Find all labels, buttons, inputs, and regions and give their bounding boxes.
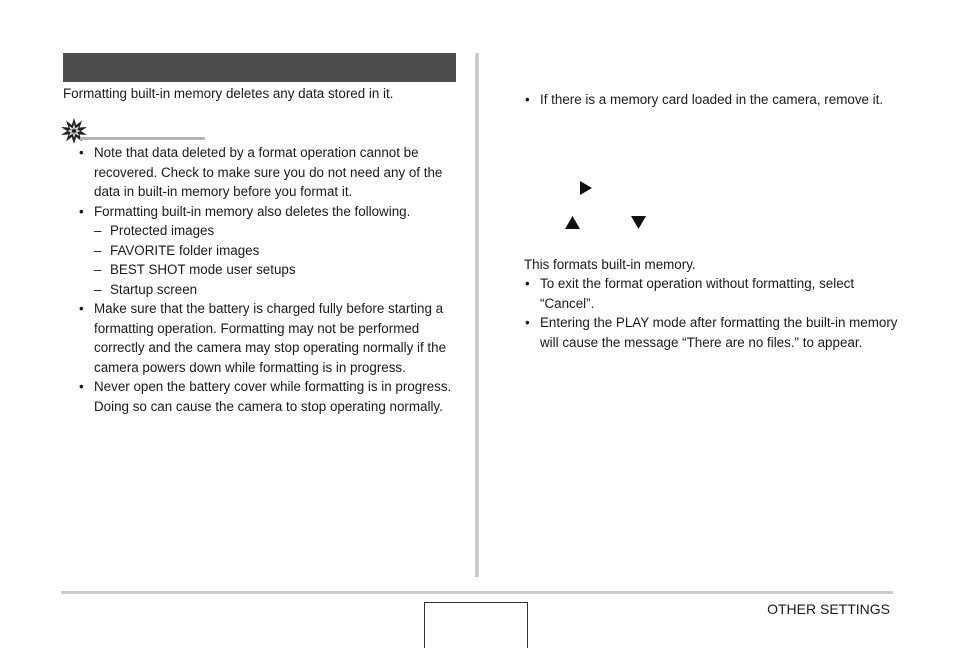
notes-list bbox=[63, 143, 458, 416]
up-triangle-icon bbox=[565, 216, 580, 229]
right-triangle-icon bbox=[580, 181, 592, 195]
note-text: To exit the format operation without formatting, select “Cancel”. bbox=[540, 276, 855, 311]
list-item bbox=[63, 377, 458, 416]
bullet: • bbox=[525, 315, 530, 330]
list-item bbox=[63, 299, 458, 377]
precondition-list bbox=[509, 90, 904, 110]
list-item bbox=[509, 313, 904, 352]
column-divider bbox=[475, 53, 479, 577]
subitem-text: FAVORITE folder images bbox=[110, 242, 260, 258]
bullet: • bbox=[525, 276, 530, 291]
result-notes bbox=[509, 274, 904, 352]
list-item bbox=[509, 274, 904, 313]
down-triangle-icon bbox=[631, 216, 646, 229]
list-item bbox=[63, 143, 458, 202]
footer-section-name: OTHER SETTINGS bbox=[767, 601, 890, 617]
list-item bbox=[94, 260, 458, 280]
note-text: Note that data deleted by a format operation cannot be recovered. Check to make sure you do not need any of the data in built-in memory before you format it. bbox=[94, 145, 443, 199]
important-rule bbox=[80, 137, 205, 140]
result-text: This formats built-in memory. bbox=[524, 257, 696, 272]
bullet: • bbox=[79, 301, 84, 316]
dash: – bbox=[94, 242, 102, 258]
note-text: Never open the battery cover while formatting is in progress. Doing so can cause the camera to stop operating normally. bbox=[94, 379, 452, 414]
precondition-note bbox=[509, 90, 904, 110]
note-text: Formatting built-in memory also deletes the following. bbox=[94, 203, 411, 219]
dash: – bbox=[94, 223, 102, 238]
list-item bbox=[63, 202, 458, 300]
bullet: • bbox=[525, 92, 530, 107]
list-item bbox=[94, 221, 458, 241]
important-notes bbox=[63, 143, 458, 416]
bullet: • bbox=[79, 379, 84, 394]
burst-icon bbox=[60, 118, 88, 144]
footer-rule bbox=[61, 591, 893, 594]
note-text: Make sure that the battery is charged fully before starting a formatting operation. Formatting may not be performed correctly and the camera may stop operating normally if the camera powers down while formatting is in progress. bbox=[94, 301, 447, 375]
deleted-items-list bbox=[94, 221, 458, 299]
subitem-text: Protected images bbox=[110, 223, 215, 238]
subitem-text: BEST SHOT mode user setups bbox=[110, 262, 296, 277]
dash: – bbox=[94, 262, 102, 277]
list-item bbox=[94, 280, 458, 300]
bullet: • bbox=[79, 145, 84, 160]
bullet: • bbox=[79, 203, 84, 219]
important-heading bbox=[60, 118, 210, 144]
subitem-text: Startup screen bbox=[110, 281, 198, 297]
intro-text: Formatting built-in memory deletes any data stored in it. bbox=[63, 86, 394, 101]
note-text: If there is a memory card loaded in the camera, remove it. bbox=[540, 92, 884, 107]
result-notes-list bbox=[509, 274, 904, 352]
list-item bbox=[94, 241, 458, 261]
list-item bbox=[509, 90, 904, 110]
dash: – bbox=[94, 281, 102, 297]
note-text: Entering the PLAY mode after formatting the built-in memory will cause the message “There are no files.” to appear. bbox=[540, 315, 898, 350]
section-header-bar bbox=[63, 53, 456, 82]
page-number-box bbox=[424, 602, 528, 648]
